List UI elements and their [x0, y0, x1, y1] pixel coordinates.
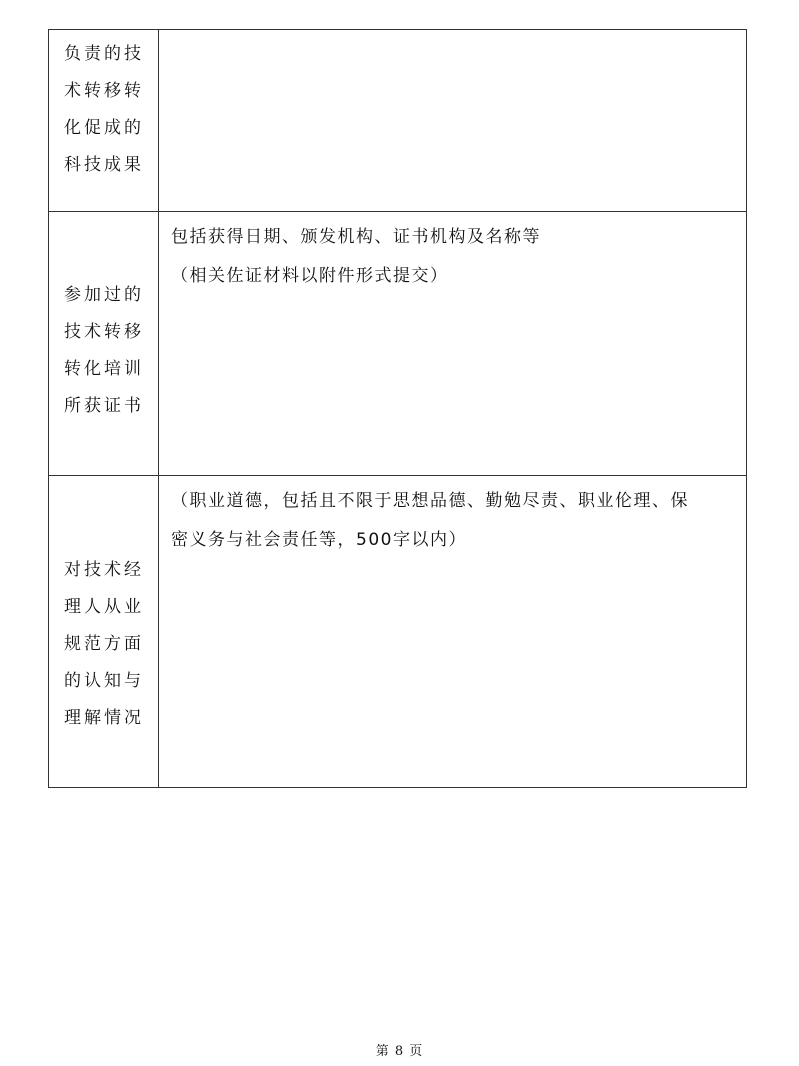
row-label-training-certificates: [49, 212, 159, 476]
content-cell-professional-norms[interactable]: [159, 476, 747, 788]
label-line: 的认知与: [64, 671, 144, 691]
label-line: 化促成的: [64, 118, 144, 138]
row-label-professional-norms: [49, 476, 159, 788]
label-line: 理人从业: [64, 597, 144, 617]
table-row-training-certificates: [49, 212, 747, 476]
label-line: 负责的技: [64, 44, 144, 64]
label-line: 科技成果: [64, 155, 144, 175]
label-line: 理解情况: [64, 708, 144, 728]
row-label-tech-achievements: [49, 30, 159, 212]
instruction-text: （相关佐证材料以附件形式提交）: [171, 266, 449, 286]
application-form-table: [48, 29, 747, 788]
label-line: 术转移转: [64, 81, 144, 101]
content-cell-training-certificates[interactable]: [159, 212, 747, 476]
content-cell-tech-achievements[interactable]: [159, 30, 747, 212]
label-line: 规范方面: [64, 634, 144, 654]
label-line: 参加过的: [64, 284, 144, 305]
label-line: 对技术经: [64, 560, 144, 580]
instruction-text: 包括获得日期、颁发机构、证书机构及名称等: [171, 227, 541, 247]
page-number: 第 8 页: [375, 1044, 424, 1059]
table-row-professional-norms: [49, 476, 747, 788]
instruction-text: 密义务与社会责任等，500字以内）: [171, 530, 467, 550]
label-line: 转化培训: [64, 358, 144, 379]
instruction-text: （职业道德，包括且不限于思想品德、勤勉尽责、职业伦理、保: [171, 491, 689, 511]
label-line: 所获证书: [64, 395, 144, 416]
label-line: 技术转移: [64, 321, 144, 342]
table-row-tech-achievements: [49, 30, 747, 212]
